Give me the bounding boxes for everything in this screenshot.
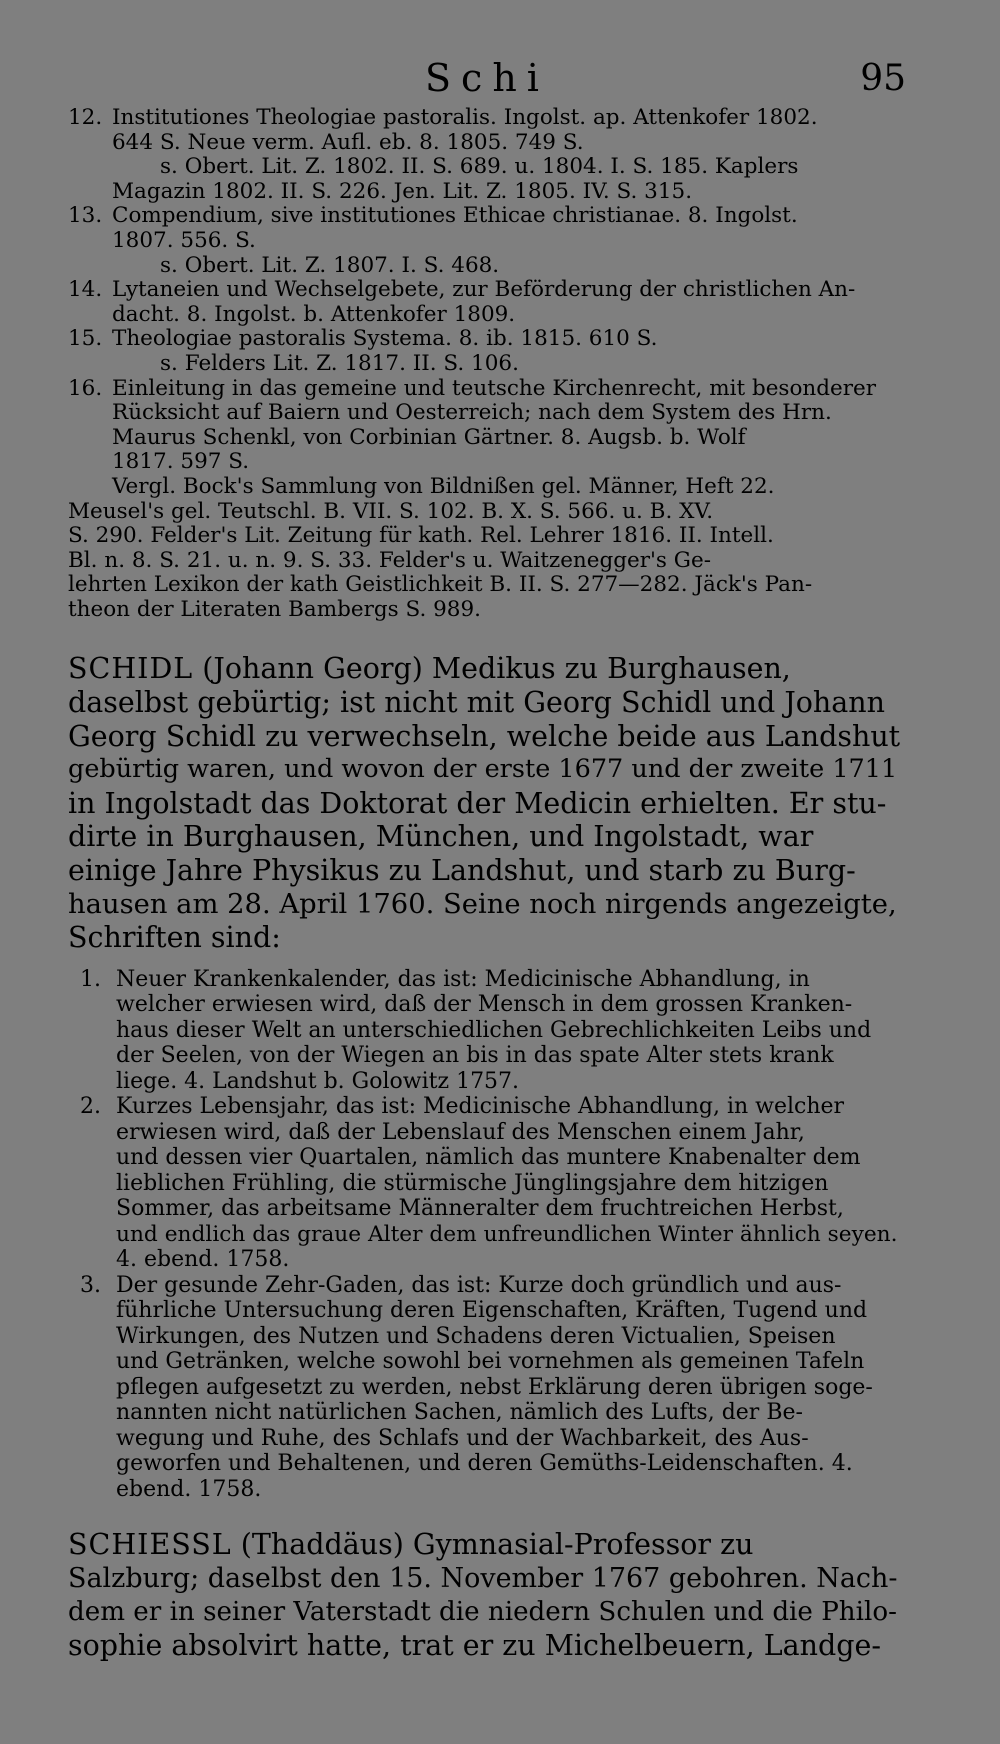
page-number: 95 <box>860 58 906 99</box>
entry-line: Schriften sind: <box>68 921 281 955</box>
item-line: dacht. 8. Ingolst. b. Attenkofer 1809. <box>112 301 516 327</box>
item-reference: s. Felders Lit. Z. 1817. II. S. 106. <box>160 350 519 376</box>
item-line: pflegen aufgesetzt zu werden, nebst Erklärung deren übrigen soge- <box>116 1374 873 1400</box>
item-line: nannten nicht natürlichen Sachen, nämlich des Lufts, der Be- <box>116 1400 803 1426</box>
entry-line: Salzburg; daselbst den 15. November 1767 gebohren. Nach- <box>68 1562 898 1594</box>
item-line: führliche Untersuchung deren Eigenschaften, Kräften, Tugend und <box>116 1298 868 1324</box>
entry-line: Georg Schidl zu verwechseln, welche beide aus Landshut <box>68 719 901 753</box>
item-line: Der gesunde Zehr-Gaden, das ist: Kurze doch gründlich und aus- <box>116 1272 842 1298</box>
item-number: 16. <box>68 375 103 401</box>
list-item <box>68 1094 906 1273</box>
item-line: Theologiae pastoralis Systema. 8. ib. 1815. 610 S. <box>112 326 658 352</box>
item-reference: s. Obert. Lit. Z. 1802. II. S. 689. u. 1804. I. S. 185. Kaplers <box>160 154 799 180</box>
list-item <box>68 106 906 204</box>
item-line: Institutiones Theologiae pastoralis. Ingolst. ap. Attenkofer 1802. <box>112 105 818 130</box>
references-line: Vergl. Bock's Sammlung von Bildnißen gel. Männer, Heft 22. <box>112 473 775 499</box>
entry-line: gebürtig waren, und wovon der erste 1677 und der zweite 1711 <box>68 754 898 785</box>
item-line: und Getränken, welche sowohl bei vornehmen als gemeinen Tafeln <box>116 1349 865 1375</box>
entry-line: sophie absolvirt hatte, trat er zu Michelbeuern, Landge- <box>68 1629 881 1663</box>
entry-line: in Ingolstadt das Doktorat der Medicin erhielten. Er stu- <box>68 786 887 820</box>
entry-first-line <box>68 652 906 686</box>
item-line: Compendium, sive institutiones Ethicae christianae. 8. Ingolst. <box>112 203 798 229</box>
list-item <box>68 377 906 475</box>
item-line: wegung und Ruhe, des Schlafs und der Wachbarkeit, des Aus- <box>116 1425 809 1451</box>
entry-first-line <box>68 1528 906 1562</box>
entry-line: einige Jahre Physikus zu Landshut, und starb zu Burg- <box>68 854 856 888</box>
list-item <box>68 967 906 1095</box>
references-line: S. 290. Felder's Lit. Zeitung für kath. Rel. Lehrer 1816. II. Intell. <box>68 523 774 549</box>
item-line: Lytaneien und Wechselgebete, zur Beförderung der christlichen An- <box>112 277 856 303</box>
item-line: Wirkungen, des Nutzen und Schadens deren Victualien, Speisen <box>116 1323 836 1349</box>
entry-text: (Johann Georg) Medikus zu Burghausen, <box>202 652 791 686</box>
item-line: erwiesen wird, daß der Lebenslauf des Menschen einem Jahr, <box>116 1119 805 1145</box>
entry-line: dirte in Burghausen, München, und Ingolstadt, war <box>68 820 814 854</box>
item-line: geworfen und Behaltenen, und deren Gemüths-Leidenschaften. 4. <box>116 1451 853 1477</box>
item-line: und dessen vier Quartalen, nämlich das muntere Knabenalter dem <box>116 1145 861 1171</box>
list-item <box>68 1273 906 1503</box>
item-reference: Magazin 1802. II. S. 226. Jen. Lit. Z. 1805. IV. S. 315. <box>112 178 693 204</box>
numbered-works-list <box>68 106 906 475</box>
entry-text: (Thaddäus) Gymnasial-Professor zu <box>240 1528 754 1562</box>
schidl-works-list <box>68 967 906 1503</box>
entry-line: daselbst gebürtig; ist nicht mit Georg Schidl und Johann <box>68 686 885 720</box>
item-reference: s. Obert. Lit. Z. 1807. I. S. 468. <box>160 252 500 278</box>
references-line: Meusel's gel. Teutschl. B. VII. S. 102. B. X. S. 566. u. B. XV. <box>68 498 714 524</box>
item-line: Einleitung in das gemeine und teutsche Kirchenrecht, mit besonderer <box>112 375 877 401</box>
list-item <box>68 278 906 327</box>
references-line: Bl. n. 8. S. 21. u. n. 9. S. 33. Felder's u. Waitzenegger's Ge- <box>68 547 711 573</box>
item-number: 13. <box>68 203 103 229</box>
item-line: liege. 4. Landshut b. Golowitz 1757. <box>116 1068 520 1094</box>
item-number: 14. <box>68 277 103 303</box>
book-page <box>68 50 906 1663</box>
list-item <box>68 204 906 278</box>
references-line: theon der Literaten Bambergs S. 989. <box>68 596 481 622</box>
item-line: 644 S. Neue verm. Aufl. eb. 8. 1805. 749 S. <box>112 129 584 155</box>
entry-schidl <box>68 652 906 954</box>
item-number: 3. <box>80 1272 101 1298</box>
entry-name: SCHIESSL <box>68 1528 232 1562</box>
references-block <box>68 475 906 623</box>
item-line: und endlich das graue Alter dem unfreundlichen Winter ähnlich seyen. <box>116 1221 898 1247</box>
item-line: welcher erwiesen wird, daß der Mensch in dem grossen Kranken- <box>116 992 853 1018</box>
item-line: Neuer Krankenkalender, das ist: Medicinische Abhandlung, in <box>116 966 810 992</box>
item-line: haus dieser Welt an unterschiedlichen Gebrechlichkeiten Leibs und <box>116 1017 872 1043</box>
item-number: 2. <box>80 1094 101 1120</box>
entry-line: dem er in seiner Vaterstadt die niedern Schulen und die Philo- <box>68 1596 897 1627</box>
entry-line: hausen am 28. April 1760. Seine noch nirgends angezeigte, <box>68 888 897 920</box>
item-number: 12. <box>68 105 103 130</box>
entry-schiessl <box>68 1528 906 1662</box>
item-line: Maurus Schenkl, von Corbinian Gärtner. 8. Augsb. b. Wolf <box>112 424 746 450</box>
item-line: der Seelen, von der Wiegen an bis in das spate Alter stets krank <box>116 1043 834 1069</box>
item-line: Rücksicht auf Baiern und Oesterreich; nach dem System des Hrn. <box>112 400 832 426</box>
item-number: 1. <box>80 966 101 992</box>
item-line: 1807. 556. S. <box>112 227 256 253</box>
item-line: Sommer, das arbeitsame Männeralter dem fruchtreichen Herbst, <box>116 1196 844 1222</box>
item-line: 4. ebend. 1758. <box>116 1247 290 1273</box>
running-head: Schi <box>425 56 549 100</box>
item-line: ebend. 1758. <box>116 1476 262 1502</box>
item-line: 1817. 597 S. <box>112 449 250 475</box>
entry-name: SCHIDL <box>68 652 194 686</box>
item-number: 15. <box>68 326 103 352</box>
item-line: Kurzes Lebensjahr, das ist: Medicinische Abhandlung, in welcher <box>116 1094 845 1120</box>
item-line: lieblichen Frühling, die stürmische Jünglingsjahre dem hitzigen <box>116 1170 829 1196</box>
page-header <box>68 50 906 106</box>
list-item <box>68 327 906 376</box>
references-line: lehrten Lexikon der kath Geistlichkeit B. II. S. 277—282. Jäck's Pan- <box>68 572 813 598</box>
